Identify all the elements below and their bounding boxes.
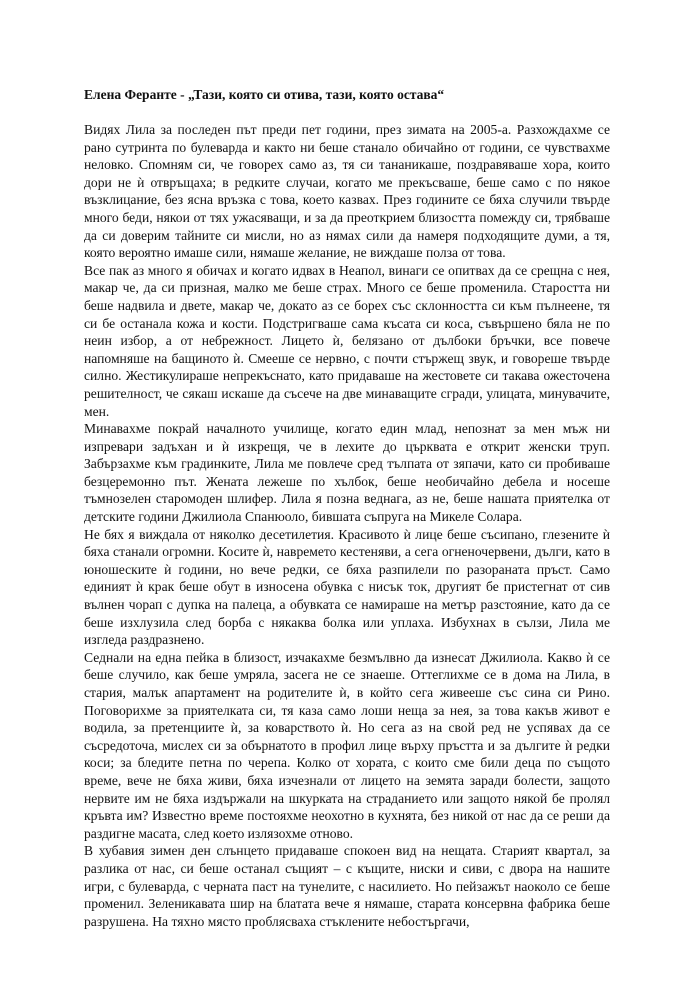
paragraph-3: Минавахме покрай началното училище, когато един млад, непознат за мен мъж ни изпревари задъхан и ѝ изкрещя, че в лехите до църквата е открит женски труп. Забързахме към градинките, Лила ме повлече сред тълпата от зяпачи, като си пробиваше безцеремонно път. Жената лежеше по хълбок, беше необичайно дебела и носеше тъмнозелен старомоден шлифер. Лила я позна веднага, аз не, беше нашата приятелка от детските години Джилиола Спанюоло, бившата съпруга на Микеле Солара. [84,421,610,525]
paragraph-2: Все пак аз много я обичах и когато идвах в Неапол, винаги се опитвах да се срещна с нея, макар че, да си призная, малко ме беше страх. Много се беше променила. Старостта ни беше надвила и двете, макар че, докато аз се борех със склонността си към пълнеене, тя си бе останала кожа и кости. Подстригваше сама късата си коса, съвършено бяла не по неин избор, а от небрежност. Лицето ѝ, белязано от дълбоки бръчки, все повече напомняше на бащиното ѝ. Смееше се нервно, с почти стържещ звук, и говореше твърде силно. Жестикулираше непрекъснато, като придаваше на жестовете си такава ожесточена решителност, че сякаш искаше да съсече на две минаващите сгради, улицата, минувачите, мен. [84,262,610,419]
document-title: Елена Феранте - „Тази, която си отива, тази, която остава“ [84,87,445,102]
paragraph-6: В хубавия зимен ден слънцето придаваше спокоен вид на нещата. Старият квартал, за разлика от нас, си беше останал същият – с къщите, ниски и сиви, с двора на нашите игри, с булеварда, с черната паст на тунелите, с насилието. Но пейзажът наоколо се беше променил. Зеленикавата шир на блатата вече я нямаше, старата консервна фабрика беше разрушена. На тяхно място проблясваха стъклените небостъргачи, [84,843,610,929]
paragraph-1: Видях Лила за последен път преди пет години, през зимата на 2005-а. Разхождахме се рано сутринта по булеварда и както ни беше станало обичайно от години, се чувствахме неловко. Спомням си, че говорех само аз, тя си тананикаше, поздравяваше хора, които дори не ѝ отвръщаха; в редките случаи, когато ме прекъсваше, беше само с по някое възклицание, без ясна връзка с това, което казвах. През годините се бяха случили твърде много беди, някои от тях ужасяващи, и за да преоткрием близостта помежду си, трябваше да си доверим тайните си мисли, но аз нямах сили да намеря подходящите думи, а тя, която вероятно имаше сили, нямаше желание, не виждаше полза от това. [84,122,610,261]
paragraph-5: Седнали на една пейка в близост, изчакахме безмълвно да изнесат Джилиола. Какво ѝ се беше случило, как беше умряла, засега не се знаеше. Оттеглихме се в дома на Лила, в стария, малък апартамент на родителите ѝ, в който сега живееше със сина си Рино. Поговорихме за приятелката си, тя каза само лоши неща за нея, за това какъв живот е водила, за претенциите ѝ, за коварството ѝ. Но сега аз на свой ред не успявах да се съсредоточа, мислех си за обърнатото в профил лице върху пръстта и за дългите ѝ редки коси; за бледите петна по черепа. Колко от хората, с които сме били деца по същото време, вече не бяха живи, бяха изчезнали от лицето на земята заради болести, защото нервите им не бяха издържали на шкурката на страданието или защото някой бе пролял кръвта им? Известно време постояхме неохотно в кухнята, без никой от нас да се реши да раздигне масата, след което излязохме отново. [84,649,610,841]
paragraph-4: Не бях я виждала от няколко десетилетия. Красивото ѝ лице беше съсипано, глезените ѝ бяха станали огромни. Косите ѝ, навремето кестеняви, а сега огненочервени, дълги, като в юношеските ѝ години, но вече редки, се бяха разпилели по разораната пръст. Само единият ѝ крак беше обут в износена обувка с нисък ток, другият бе пристегнат от сив вълнен чорап с дупка на палеца, а обувката се намираше на метър разстояние, като да се беше изхлузила след борба с някаква болка или уплаха. Избухнах в сълзи, Лила ме изгледа раздразнено. [84,526,610,648]
